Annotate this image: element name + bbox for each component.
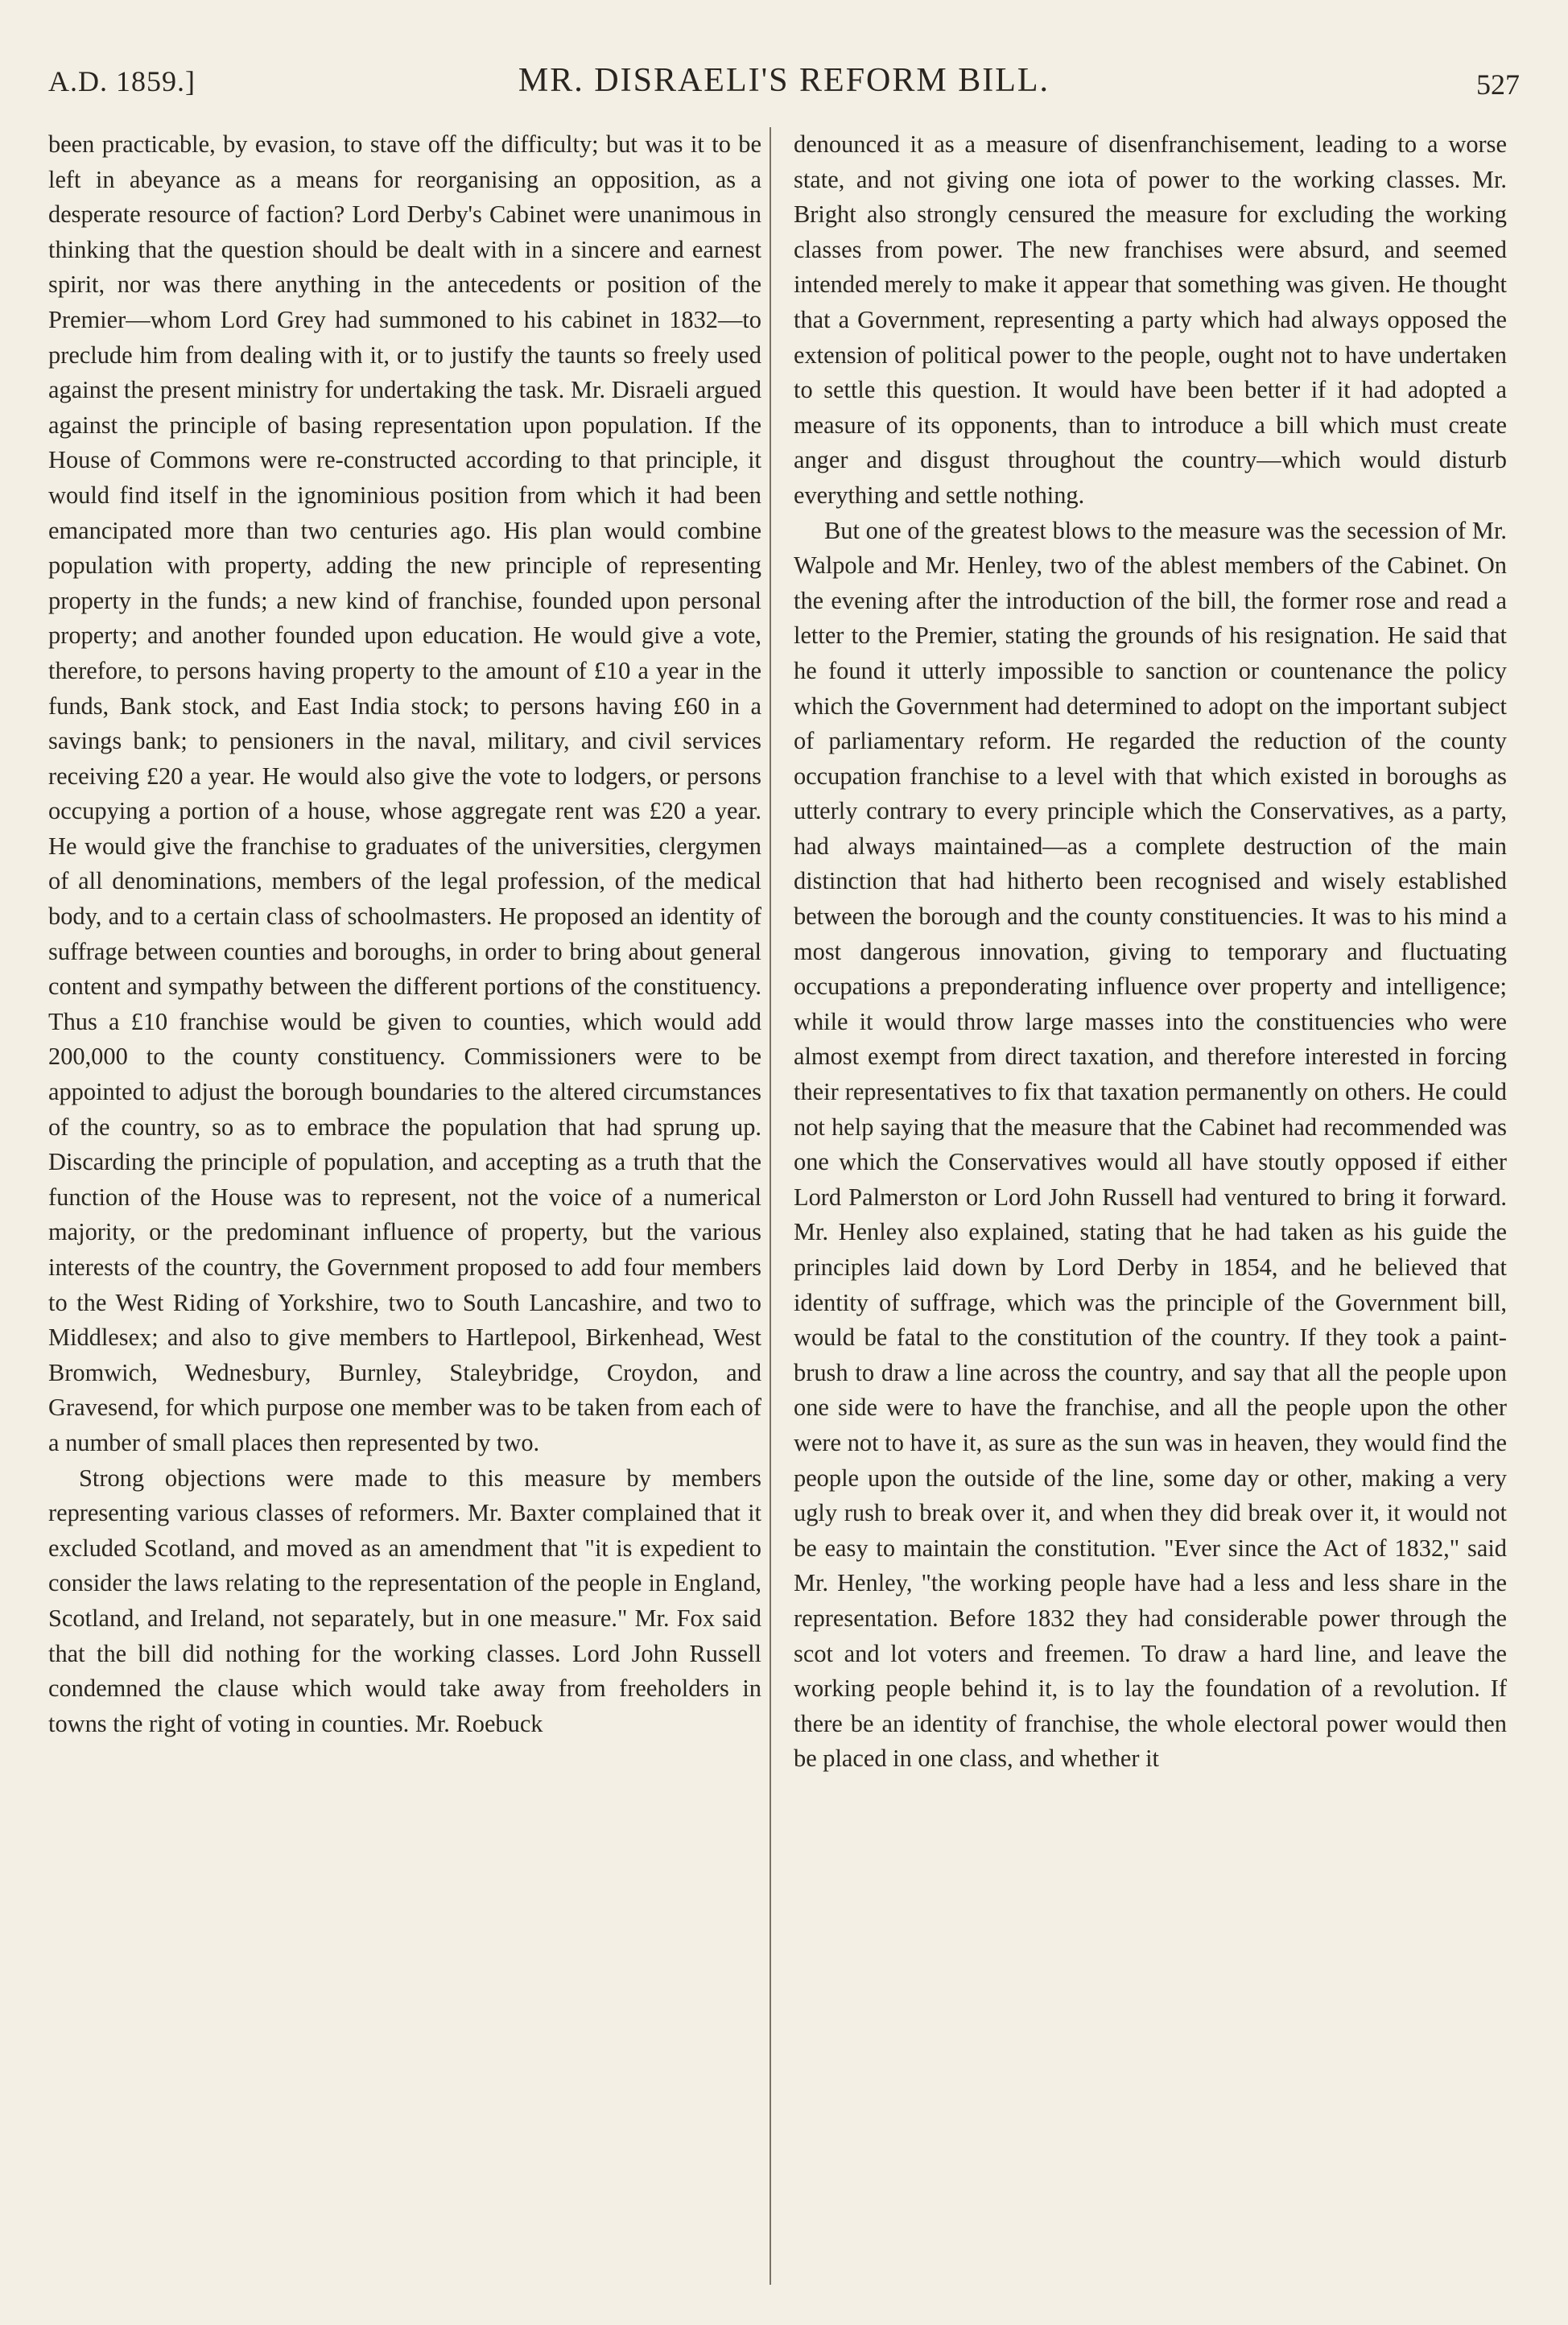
paragraph: been practicable, by evasion, to stave off the difficulty; but was it to be left in abeyance as a means for reorganising an opposition, as a desperate resource of faction? Lord Derby's Cabinet were unanimous in thinking that the question should be dealt with in a sincere and earnest spirit, nor was there anything in the antecedents or position of the Premier—whom Lord Grey had summoned to his cabinet in 1832—to preclude him from dealing with it, or to justify the taunts so freely used against the present ministry for undertaking the task. Mr. Disraeli argued against the principle of basing representation upon population. If the House of Commons were re-constructed according to that principle, it would find itself in the ignominious position from which it had been emancipated more than two centuries ago. His plan would combine population with property, adding the new principle of representing property in the funds; a new kind of franchise, founded upon personal property; and another founded upon education. He would give a vote, therefore, to persons having property to the amount of £10 a year in the funds, Bank stock, and East India stock; to persons having £60 in a savings bank; to pensioners in the naval, military, and civil services receiving £20 a year. He would also give the vote to lodgers, or persons occupying a portion of a house, whose aggregate rent was £20 a year. He would give the franchise to graduates of the universities, clergymen of all denominations, members of the legal profession, of the medical body, and to a certain class of schoolmasters. He proposed an identity of suffrage between counties and boroughs, in order to bring about general content and sympathy between the different portions of the constituency. Thus a £10 franchise would be given to counties, which would add 200,000 to the county constituency. Commissioners were to be appointed to adjust the borough boundaries to the altered circumstances of the country, so as to embrace the population that had sprung up. Discarding the principle of population, and accepting as a truth that the function of the House was to represent, not the voice of a numerical majority, or the predominant influence of property, but the various interests of the country, the Government proposed to add four members to the West Riding of Yorkshire, two to South Lancashire, and two to Middlesex; and also to give members to Hartlepool, Birkenhead, West Bromwich, Wednesbury, Burnley, Staleybridge, Croydon, and Gravesend, for which purpose one member was to be taken from each of a number of small places then represented by two.: [48, 130, 761, 1456]
left-column: [48, 127, 761, 1741]
page-header: [48, 56, 1520, 105]
paragraph: Strong objections were made to this measure by members representing various classes of reformers. Mr. Baxter complained that it excluded Scotland, and moved as an amendment that "it is expedient to consider the laws relating to the representation of the people in England, Scotland, and Ireland, not separately, but in one measure." Mr. Fox said that the bill did nothing for the working classes. Lord John Russell condemned the clause which would take away from freeholders in towns the right of voting in counties. Mr. Roebuck: [48, 1464, 761, 1737]
paragraph: But one of the greatest blows to the measure was the secession of Mr. Walpole and Mr. Henley, two of the ablest members of the Cabinet. On the evening after the introduction of the bill, the former rose and read a letter to the Premier, stating the grounds of his resignation. He said that he found it utterly impossible to sanction or countenance the policy which the Government had determined to adopt on the important subject of parliamentary reform. He regarded the reduction of the county occupation franchise to a level with that which existed in boroughs as utterly contrary to every principle which the Conservatives, as a party, had always maintained—as a complete destruction of the main distinction that had hitherto been recognised and wisely established between the borough and the county constituencies. It was to his mind a most dangerous innovation, giving to temporary and fluctuating occupations a preponderating influence over property and intelligence; while it would throw large masses into the constituencies who were almost exempt from direct taxation, and therefore interested in forcing their representatives to fix that taxation permanently on others. He could not help saying that the measure that the Cabinet had recommended was one which the Conservatives would all have stoutly opposed if either Lord Palmerston or Lord John Russell had ventured to bring it forward. Mr. Henley also explained, stating that he had taken as his guide the principles laid down by Lord Derby in 1854, and he believed that identity of suffrage, which was the principle of the Government bill, would be fatal to the constitution of the country. If they took a paint-brush to draw a line across the country, and say that all the people upon one side were to have the franchise, and all the people upon the other were not to have it, as sure as the sun was in heaven, they would find the people upon the outside of the line, some day or other, making a very ugly rush to break over it, and when they did break over it, it would not be easy to maintain the constitution. "Ever since the Act of 1832," said Mr. Henley, "the working people have had a less and less share in the representation. Before 1832 they had considerable power through the scot and lot voters and freemen. To draw a hard line, and leave the working people behind it, is to lay the foundation of a revolution. If there be an identity of franchise, the whole electoral power would then be placed in one class, and whether it: [794, 516, 1507, 1773]
column-divider: [770, 127, 771, 2285]
running-title: MR. DISRAELI'S REFORM BILL.: [518, 62, 1050, 99]
header-date: A.D. 1859.]: [48, 65, 196, 97]
right-column: [794, 127, 1507, 1777]
paragraph: denounced it as a measure of disenfranchisement, leading to a worse state, and not giving one iota of power to the working classes. Mr. Bright also strongly censured the measure for excluding the working classes from power. The new franchises were absurd, and seemed intended merely to make it appear that something was given. He thought that a Government, representing a party which had always opposed the extension of political power to the people, ought not to have undertaken to settle this question. It would have been better if it had adopted a measure of its opponents, than to introduce a bill which must create anger and disgust throughout the country—which would disturb everything and settle nothing.: [794, 130, 1507, 509]
page-number: 527: [1476, 68, 1520, 101]
